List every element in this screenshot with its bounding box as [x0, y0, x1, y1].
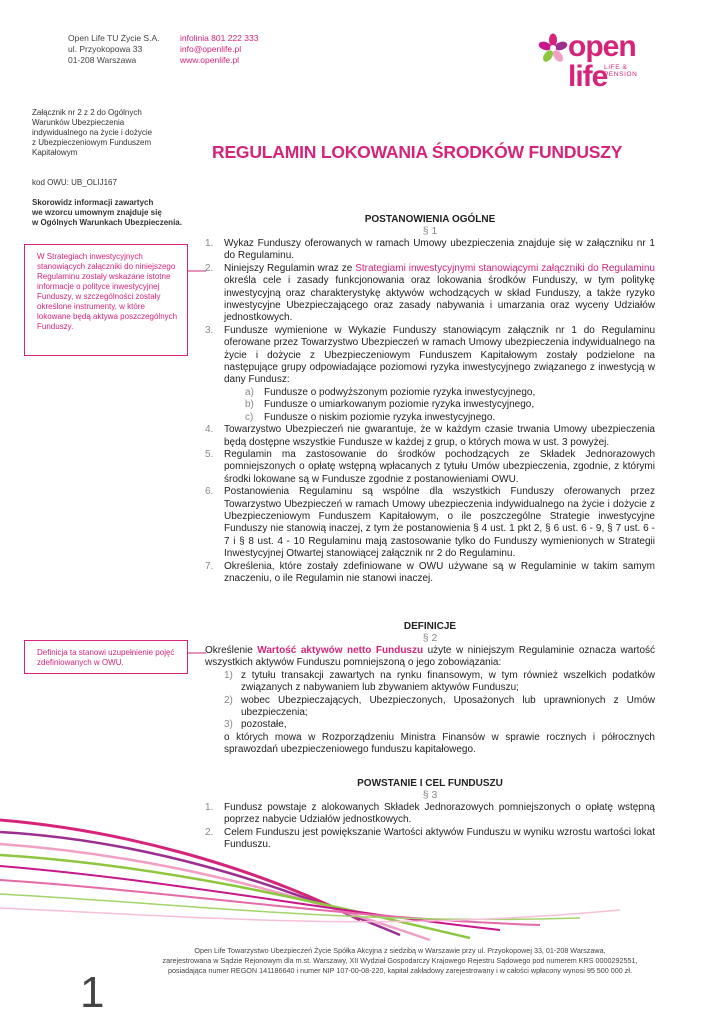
page-number: 1 — [80, 968, 105, 1017]
index-note: Skorowidz informacji zawartych we wzorcu umownym znajduje się w Ogólnych Warunkach Ubezpieczenia. — [32, 198, 182, 227]
brand-logo — [538, 30, 660, 93]
decorative-swoosh — [0, 810, 725, 950]
company-contact — [180, 33, 258, 66]
list-item: 6. Postanowienia Regulaminu są wspólne dla wszystkich Funduszy oferowanych przez Towarzystwo Ubezpieczeń w ramach Umowy ubezpieczenia indywidualnego na życie i dożycie z Ubezpieczeniowym Funduszem Kapitałowym, o ile poszczególne Strategie inwestycyjne Funduszy nie stanowią inaczej, z tym że postanowienia § 4 ust. 1 pkt 2, § 6 ust. 6 - 9, § 7 ust. 6 - 7 i § 8 ust. 4 - 10 Regulaminu mają zastosowanie tylko do Funduszy wymienionych w Strategii Inwestycyjnej Otwartej stanowiącej załącznik nr 2 do Regulaminu. — [205, 486, 655, 560]
margin-note-strategies: W Strategiach inwestycyjnych stanowiących załączniki do niniejszego Regulaminu zostały wskazane istotne informacje o polityce inwestycyjnej Funduszy, w szczególności zostały określone instrumenty, w które lokowane będą aktywa poszczególnych Funduszy. — [24, 244, 188, 356]
section-general — [205, 214, 655, 585]
list-item: 2) wobec Ubezpieczających, Ubezpieczonych, Uposażonych lub uprawnionych z Umów ubezpieczenia; — [224, 694, 655, 719]
list-subitem: b) Fundusze o umiarkowanym poziomie ryzyka inwestycyjnego, — [245, 399, 535, 411]
section-heading: DEFINICJE — [403, 621, 457, 632]
list-item: 2. Niniejszy Regulamin wraz ze Strategiami inwestycyjnymi stanowiącymi załączniki do Regulaminu określa cele i zasady funkcjonowania oraz lokowania środków Funduszy, w tym politykę inwestycyjną oraz charakterystykę aktywów wchodzących w skład Funduszy, a także ryzyko inwestycyjne Ubezpieczającego oraz zasady nabywania i umarzania oraz wyceny Udziałów jednostkowych. — [205, 262, 655, 324]
definition-outro: o których mowa w Rozporządzeniu Ministra Finansów w sprawie rocznych i półrocznych sprawozdań ubezpieczeniowego funduszu kapitałowego. — [224, 731, 655, 756]
logo-wordmark: open life — [568, 30, 636, 93]
list-item: 1. Fundusz powstaje z alokowanych Składek Jednorazowych pomniejszonych o opłatę wstępną poprzez nabycie Udziałów jednostkowych. — [205, 802, 655, 826]
list-item: 1. Wykaz Funduszy oferowanych w ramach Umowy ubezpieczenia znajduje się w załączniku nr 1 do Regulaminu. — [205, 238, 655, 262]
list-item: 4. Towarzystwo Ubezpieczeń nie gwarantuje, że w każdym czasie trwania Umowy ubezpieczenia będą dostępne wszystkie Fundusze w każdej z grup, o których mowa w ust. 3 powyżej. — [205, 424, 655, 448]
list-item: 1) z tytułu transakcji zawartych na rynku finansowym, w tym również wszelkich podatków związanych z nabywaniem lub zbywaniem aktywów Funduszu; — [224, 669, 655, 694]
annex-info: Załącznik nr 2 z 2 do Ogólnych Warunków Ubezpieczenia indywidualnego na życie i dożycie z Ubezpieczeniowym Funduszem Kapitałowym — [32, 108, 153, 157]
list-subitem: c) Fundusze o niskim poziomie ryzyka inwestycyjnego. — [245, 411, 496, 423]
page-title: REGULAMIN LOKOWANIA ŚRODKÓW FUNDUSZY — [212, 142, 623, 162]
company-address: Open Life TU Życie S.A. ul. Przyokopowa 33 01-208 Warszawa — [68, 33, 160, 65]
strategies-link[interactable]: Strategiami inwestycyjnymi stanowiącymi załączniki do Regulaminu — [355, 262, 655, 274]
connector-line — [188, 268, 206, 274]
list-item: 7. Określenia, które zostały zdefiniowane w OWU używane są w Regulaminie w takim samym znaczeniu, o ile Regulamin nie stanowi inaczej. — [205, 560, 655, 584]
paragraph-number: § 2 — [422, 632, 438, 644]
section-definitions — [205, 621, 655, 757]
flower-icon — [538, 33, 568, 63]
paragraph-number: § 1 — [422, 225, 438, 237]
defined-term: Wartość aktywów netto Funduszu — [257, 645, 424, 656]
website-link[interactable]: www.openlife.pl — [180, 55, 240, 65]
margin-note-definition: Definicja ta stanowi uzupełnienie pojęć zdefiniowanych w OWU. — [24, 640, 188, 674]
list-subitem: a) Fundusze o podwyższonym poziomie ryzyka inwestycyjnego, — [245, 386, 536, 398]
paragraph-number: § 3 — [422, 789, 438, 801]
list-item: 2. Celem Funduszu jest powiększanie Wartości aktywów Funduszu w wyniku wzrostu wartości lokat Funduszu. — [205, 826, 655, 851]
legal-footer: Open Life Towarzystwo Ubezpieczeń Życie Spółka Akcyjna z siedzibą w Warszawie przy ul. Przyokopowej 33, 01-208 Warszawa, zarejestrowana w Sądzie Rejonowym dla m.st. Warszawy, XII Wydział Gospodarczy Krajowego Rejestru Sądowego pod numerem KRS 0000292551, posiadająca numer REGON 141186640 i numer NIP 107-00-08-220, kapitał zakładowy zarejestrowany i w całości wpłacony wynosi 95 500 000 zł. — [162, 946, 638, 975]
list-item: 5. Regulamin ma zastosowanie do środków pochodzących ze Składek Jednorazowych pomniejszonych o opłatę wstępną wpłacanych z tytułu Umów ubezpieczenia, zgodnie, z którymi środki lokowane są w Fundusze zgodnie z postanowieniami OWU. — [205, 448, 655, 485]
section-heading: POWSTANIE I CEL FUNDUSZU — [357, 778, 503, 789]
owu-code: kod OWU: UB_OLIJ167 — [32, 178, 117, 187]
logo-tagline: LIFE & PENSION — [604, 64, 638, 78]
connector-line — [188, 650, 206, 656]
list-item: 3) pozostałe, — [224, 719, 287, 731]
email-link[interactable]: info@openlife.pl — [180, 44, 242, 54]
hotline: infolinia 801 222 333 — [180, 33, 259, 43]
section-heading: POSTANOWIENIA OGÓLNE — [364, 214, 496, 225]
list-item: 3. Fundusze wymienione w Wykazie Funduszy stanowiącym załącznik nr 1 do Regulaminu oferowane przez Towarzystwo Ubezpieczeń w ramach Umowy ubezpieczenia indywidualnego na życie i dożycie z Ubezpieczeniowym Funduszem Kapitałowym zostały podzielone na następujące grupy odpowiadające poziomowi ryzyka inwestycyjnego związanego z inwestycją w dany Fundusz: — [205, 324, 655, 386]
definition-intro: Określenie Wartość aktywów netto Funduszu użyte w niniejszym Regulaminie oznacza wartość wszystkich aktywów Funduszu pomniejszoną o jego zobowiązania: — [205, 645, 656, 669]
